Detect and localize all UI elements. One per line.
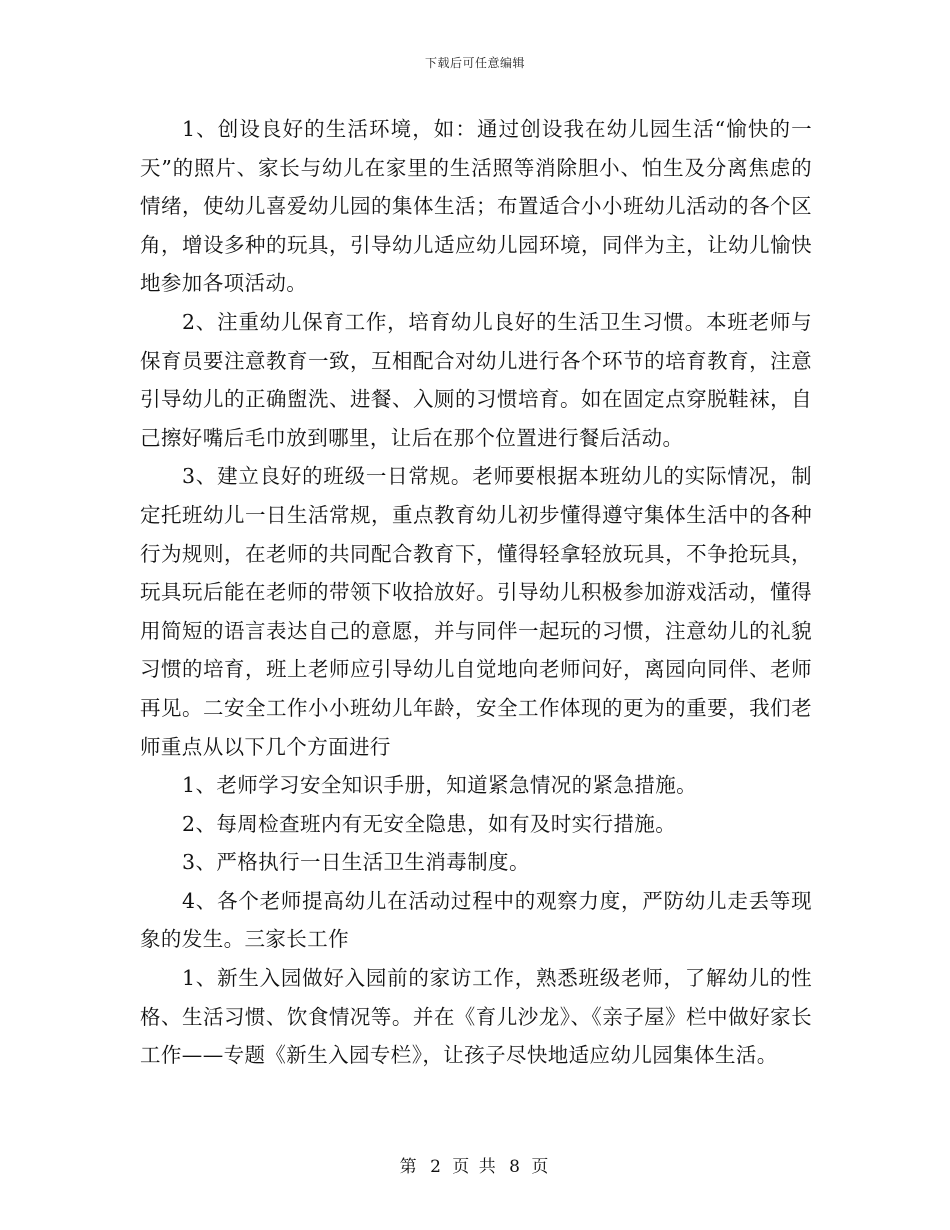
footer-middle: 页 共 [452,1157,498,1177]
footer-suffix: 页 [531,1157,551,1177]
total-page-count: 8 [509,1157,520,1177]
current-page-number: 2 [430,1157,441,1177]
paragraph-6: 3、严格执行一日生活卫生消毒制度。 [182,850,530,875]
paragraph-1: 1、创设良好的生活环境，如：通过创设我在幼儿园生活“愉快的一天”的照片、家长与幼儿在家里的生活照等消除胆小、怕生及分离焦虑的情绪，使幼儿喜爱幼儿园的集体生活；布置适合小小班幼儿活动的各个区角，增设多种的玩具，引导幼儿适应幼儿园环境，同伴为主，让幼儿愉快地参加各项活动。 [140,117,812,296]
paragraph-2: 2、注重幼儿保育工作，培育幼儿良好的生活卫生习惯。本班老师与保育员要注意教育一致，互相配合对幼儿进行各个环节的培育教育，注意引导幼儿的正确盥洗、进餐、入厕的习惯培育。如在固定点穿脱鞋袜，自己擦好嘴后毛巾放到哪里，让后在那个位置进行餐后活动。 [140,309,812,450]
page-header: 下载后可任意编辑 [424,56,525,70]
paragraph-7: 4、各个老师提高幼儿在活动过程中的观察力度，严防幼儿走丢等现象的发生。三家长工作 [140,888,812,952]
footer-prefix: 第 [399,1157,419,1177]
document-body [140,110,812,1075]
page-footer [0,1152,950,1177]
paragraph-5: 2、每周检查班内有无安全隐患，如有及时实行措施。 [182,811,677,836]
paragraph-8: 1、新生入园做好入园前的家访工作，熟悉班级老师，了解幼儿的性格、生活习惯、饮食情况等。并在《育儿沙龙》、《亲子屋》栏中做好家长工作——专题《新生入园专栏》，让孩子尽快地适应幼儿园集体生活。 [140,966,812,1068]
paragraph-4: 1、老师学习安全知识手册，知道紧急情况的紧急措施。 [182,773,698,798]
paragraph-3: 3、建立良好的班级一日常规。老师要根据本班幼儿的实际情况，制定托班幼儿一日生活常规，重点教育幼儿初步懂得遵守集体生活中的各种行为规则，在老师的共同配合教育下，懂得轻拿轻放玩具，不争抢玩具，玩具玩后能在老师的带领下收拾放好。引导幼儿积极参加游戏活动，懂得用简短的语言表达自己的意愿，并与同伴一起玩的习惯，注意幼儿的礼貌习惯的培育，班上老师应引导幼儿自觉地向老师问好，离园向同伴、老师再见。二安全工作小小班幼儿年龄，安全工作体现的更为的重要，我们老师重点从以下几个方面进行 [140,464,812,759]
